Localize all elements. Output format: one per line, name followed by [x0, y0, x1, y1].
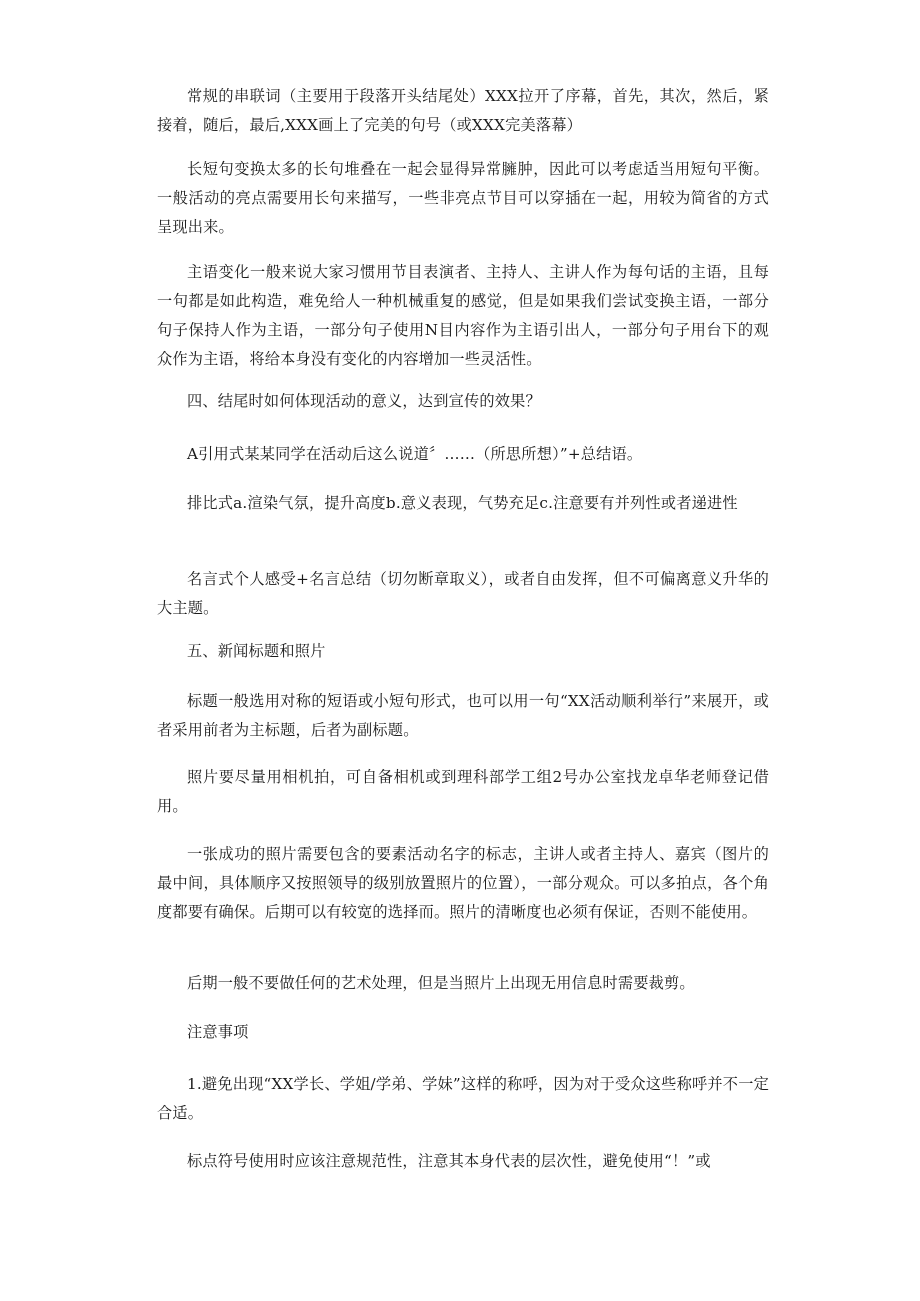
- paragraph-connectives: 常规的串联词（主要用于段落开头结尾处）XXX拉开了序幕，首先，其次，然后，紧接着，随后，最后,XXX画上了完美的句号（或XXX完美落幕）: [157, 87, 769, 134]
- section-heading-notes: 注意事项: [187, 1023, 249, 1041]
- paragraph-note-titles: 1.避免出现“XX学长、学姐/学弟、学妹”这样的称呼，因为对于受众这些称呼并不一定合适。: [157, 1075, 769, 1122]
- paragraph-headline-form: 标题一般选用对称的短语或小短句形式，也可以用一句“XX活动顺利举行”来展开，或者采用前者为主标题，后者为副标题。: [157, 692, 769, 739]
- paragraph-photo-elements: 一张成功的照片需要包含的要素活动名字的标志，主讲人或者主持人、嘉宾（图片的最中间，具体顺序又按照领导的级别放置照片的位置），一部分观众。可以多拍点，各个角度都要有确保。后期可以有较宽的选择而。照片的清晰度也必须有保证，否则不能使用。: [157, 845, 769, 921]
- paragraph-maxim-style: 名言式个人感受+名言总结（切勿断章取义），或者自由发挥，但不可偏离意义升华的大主题。: [157, 570, 769, 617]
- section-heading-ending: 四、结尾时如何体现活动的意义，达到宣传的效果？: [187, 392, 541, 410]
- paragraph-quote-style: A引用式某某同学在活动后这么说道〞……（所思所想）”+总结语。: [187, 445, 643, 463]
- paragraph-camera: 照片要尽量用相机拍，可自备相机或到理科部学工组2号办公室找龙卓华老师登记借用。: [157, 768, 769, 815]
- paragraph-post-processing: 后期一般不要做任何的艺术处理，但是当照片上出现无用信息时需要裁剪。: [187, 974, 695, 992]
- section-heading-news-title: 五、新闻标题和照片: [187, 642, 326, 660]
- paragraph-note-punctuation: 标点符号使用时应该注意规范性，注意其本身代表的层次性，避免使用“！”或: [187, 1152, 711, 1170]
- paragraph-subject-variation: 主语变化一般来说大家习惯用节目表演者、主持人、主讲人作为每句话的主语，且每一句都是如此构造，难免给人一种机械重复的感觉，但是如果我们尝试变换主语，一部分句子保持人作为主语，一部分句子使用N目内容作为主语引出人，一部分句子用台下的观众作为主语，将给本身没有变化的内容增加一些灵活性。: [157, 263, 769, 368]
- paragraph-parallelism-style: 排比式a.渲染气氛，提升高度b.意义表现，气势充足c.注意要有并列性或者递进性: [187, 494, 738, 512]
- paragraph-sentence-length: 长短句变换太多的长句堆叠在一起会显得异常臃肿，因此可以考虑适当用短句平衡。一般活动的亮点需要用长句来描写，一些非亮点节目可以穿插在一起，用较为简省的方式呈现出来。: [157, 160, 769, 236]
